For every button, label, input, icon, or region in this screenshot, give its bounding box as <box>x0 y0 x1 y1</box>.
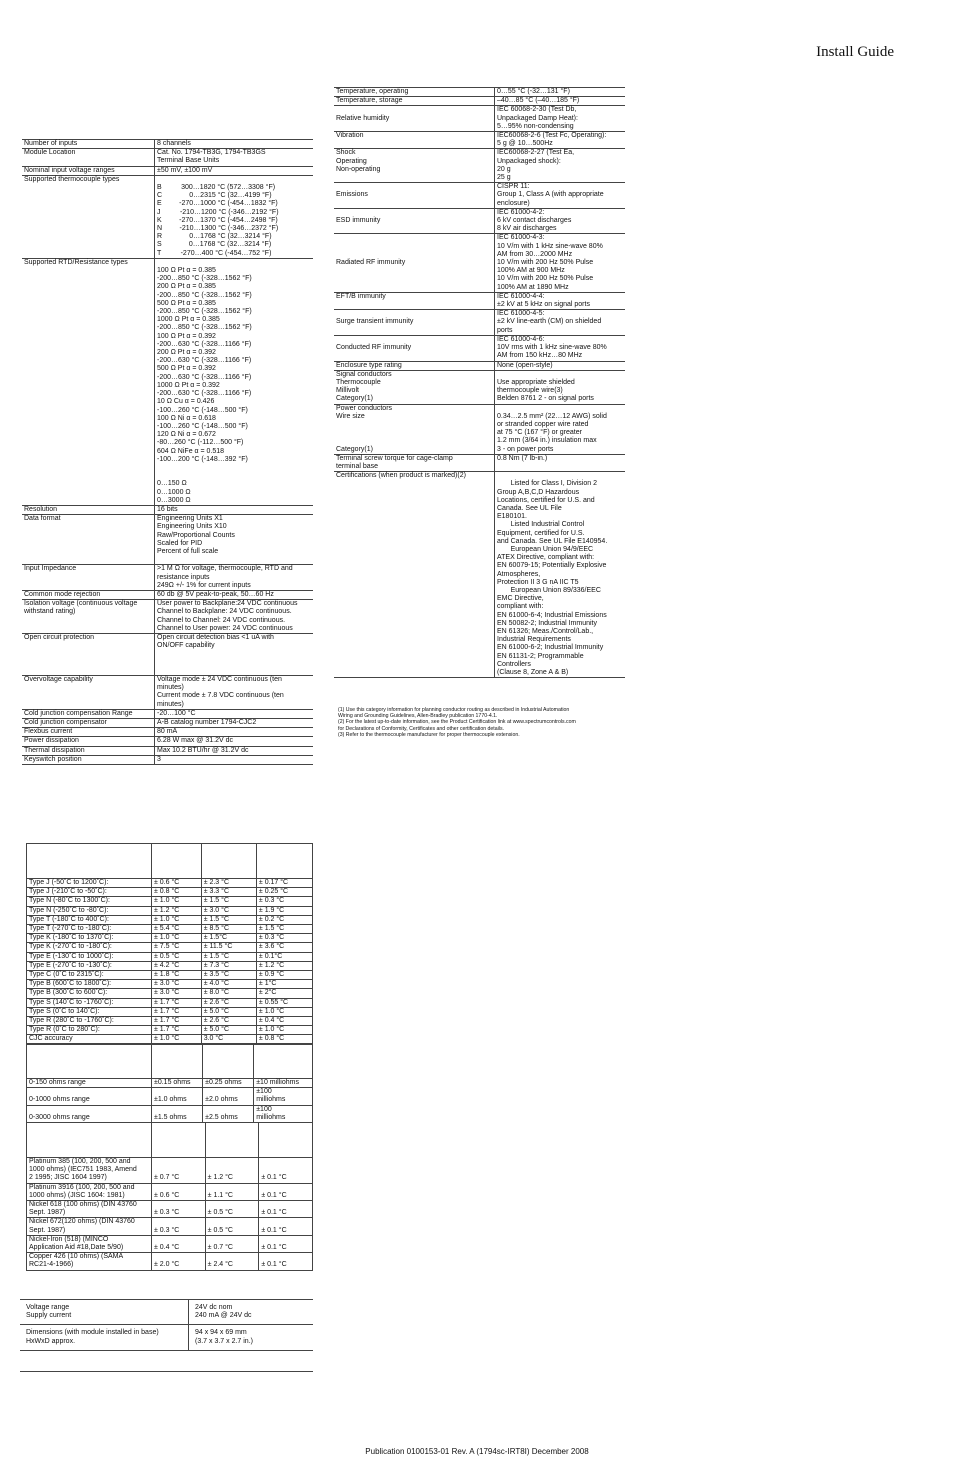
spec-label: Cold junction compensator <box>22 719 155 728</box>
accuracy-value: ± 0.8 °C <box>152 888 202 897</box>
spec-label: Conducted RF immunity <box>334 335 495 361</box>
environmental-specifications-table <box>334 87 625 678</box>
accuracy-value: ± 7.3 °C <box>201 961 256 970</box>
spec-value: IEC 61000-4-5: ±2 kV line-earth (CM) on shielded ports <box>495 310 626 336</box>
module-specifications-table <box>22 139 313 765</box>
accuracy-value: ± 0.55 °C <box>256 998 312 1007</box>
header-cell <box>203 1044 254 1079</box>
accuracy-value: ±1.0 ohms <box>152 1088 203 1105</box>
accuracy-label: Type R (0˚C to 280˚C): <box>27 1026 152 1035</box>
spec-value: 16 bits <box>155 505 314 514</box>
accuracy-value: ± 1.7 °C <box>152 1017 202 1026</box>
accuracy-row <box>27 989 313 998</box>
accuracy-label: Type K (-180˚C to 1370˚C): <box>27 934 152 943</box>
accuracy-label: Type B (600˚C to 1800˚C): <box>27 980 152 989</box>
accuracy-label: Type T (-270˚C to -180˚C): <box>27 925 152 934</box>
accuracy-row <box>27 879 313 888</box>
spec-label: Enclosure type rating <box>334 361 495 370</box>
spec-row <box>334 454 625 471</box>
spec-label: Nominal input voltage ranges <box>22 166 155 175</box>
spec-value: IEC60068-2-6 (Test Fc, Operating): 5 g @ 10…500Hz <box>495 132 626 149</box>
spec-row <box>334 149 625 183</box>
accuracy-label: Platinum 3916 (100, 200, 500 and 1000 ohms) (JISC 1604: 1981) <box>27 1183 152 1200</box>
header-cell <box>152 1123 206 1158</box>
accuracy-row <box>27 1183 313 1200</box>
spec-label: Temperature, storage <box>334 97 495 106</box>
spec-row <box>22 600 313 634</box>
accuracy-value: ± 0.4 °C <box>256 1017 312 1026</box>
accuracy-value: ± 4.2 °C <box>152 961 202 970</box>
rtd-accuracy-table <box>26 1122 313 1271</box>
accuracy-row <box>27 1253 313 1270</box>
header-cell <box>27 844 152 879</box>
spec-label: ESD immunity <box>334 208 495 234</box>
accuracy-value: ± 0.5 °C <box>205 1201 259 1218</box>
accuracy-row <box>27 1017 313 1026</box>
accuracy-row <box>27 906 313 915</box>
accuracy-value: ± 3.3 °C <box>201 888 256 897</box>
spec-value: 0…55 °C (-32…131 °F) <box>495 88 626 97</box>
spec-row <box>334 183 625 209</box>
accuracy-row <box>27 897 313 906</box>
spec-label: Cold junction compensation Range <box>22 709 155 718</box>
spec-row <box>334 132 625 149</box>
power-table-spacer <box>20 1351 313 1371</box>
spec-row <box>334 335 625 361</box>
spec-row <box>22 737 313 746</box>
spec-label: Data format <box>22 515 155 565</box>
spec-row <box>22 258 313 505</box>
spec-label: Keyswitch position <box>22 755 155 764</box>
accuracy-row <box>27 1235 313 1252</box>
accuracy-value: ± 7.5 °C <box>152 943 202 952</box>
spec-value: Open circuit detection bias <1 uA with ON/OFF capability <box>155 633 314 675</box>
spec-label: Terminal screw torque for cage-clamp terminal base <box>334 454 495 471</box>
spec-value: IEC60068-2-27 (Test Ea, Unpackaged shock): 20 g 25 g <box>495 149 626 183</box>
spec-value: IEC 61000-4-2: 6 kV contact discharges 8 kV air discharges <box>495 208 626 234</box>
spec-value: 8 channels <box>155 140 314 149</box>
accuracy-value: ± 1.5°C <box>201 934 256 943</box>
publication-footer: Publication 0100153-01 Rev. A (1794sc-IRT8I) December 2008 <box>365 1447 589 1456</box>
accuracy-value: ± 0.1°C <box>256 952 312 961</box>
spec-label: Vibration <box>334 132 495 149</box>
accuracy-value: ± 1.5 °C <box>201 952 256 961</box>
accuracy-label: Type C (0˚C to 2315˚C): <box>27 971 152 980</box>
power-spec-value: 94 x 94 x 69 mm (3.7 x 3.7 x 2.7 in.) <box>195 1329 253 1345</box>
spec-value: A-B catalog number 1794-CJC2 <box>155 719 314 728</box>
power-spec-label: Dimensions (with module installed in base) HxWxD approx. <box>20 1325 189 1349</box>
accuracy-row <box>27 1218 313 1235</box>
spec-value: Use appropriate shielded thermocouple wire(3) Belden 8761 2 - on signal ports <box>495 370 626 404</box>
spec-value: 100 Ω Pt α = 0.385 -200…850 °C (-328…1562 °F) 200 Ω Pt α = 0.385 -200…850 °C (-328…1562 °F) 500 Ω Pt α = 0.385 -200…850 °C (-328…1562 °F) 1000 Ω Pt α = 0.385 -200…850 °C (-328…1562 °F) 100 Ω Pt α = 0.392 -200…630 °C (-328…1166 °F) 200 Ω Pt α = 0.392 -200…630 °C (-328…1166 °F) 500 Ω Pt α = 0.392 -200…630 °C (-328…1166 °F) 1000 Ω Pt α = 0.392 -200…630 °C (-328…1166 °F) 10 Ω Cu α = 0.426 -100…260 °C (-148…500 °F) 100 Ω Ni α = 0.618 -100…260 °C (-148…500 °F) 120 Ω Ni α = 0.672 -80…260 °C (-112…500 °F) 604 Ω NiFe α = 0.518 -100…200 °C (-148…392 °F) 0…150 Ω 0…1000 Ω 0…3000 Ω <box>155 258 314 505</box>
accuracy-value: ± 0.4 °C <box>152 1235 206 1252</box>
spec-label: Power conductors Wire size Category(1) <box>334 404 495 454</box>
power-spec-label: Voltage range Supply current <box>20 1300 189 1324</box>
accuracy-row <box>27 915 313 924</box>
accuracy-label: Type S (140˚C to -1760˚C): <box>27 998 152 1007</box>
header-cell <box>201 844 256 879</box>
accuracy-row <box>27 1158 313 1184</box>
spec-value: Engineering Units X1 Engineering Units X10 Raw/Proportional Counts Scaled for PID Percent of full scale <box>155 515 314 565</box>
accuracy-label: CJC accuracy <box>27 1035 152 1044</box>
accuracy-label: Type B (300˚C to 600˚C): <box>27 989 152 998</box>
accuracy-value: ± 5.4 °C <box>152 925 202 934</box>
accuracy-value: ±0.15 ohms <box>152 1079 203 1088</box>
accuracy-label: Nickel 618 (100 ohms) (DIN 43760 Sept. 1987) <box>27 1201 152 1218</box>
accuracy-value: ± 1.7 °C <box>152 998 202 1007</box>
accuracy-value: ± 1.9 °C <box>256 906 312 915</box>
accuracy-value: ± 0.3 °C <box>152 1201 206 1218</box>
accuracy-value: ± 3.0 °C <box>152 980 202 989</box>
accuracy-header-row <box>27 1123 313 1158</box>
spec-label: Thermal dissipation <box>22 746 155 755</box>
spec-row <box>334 106 625 132</box>
accuracy-value: ± 0.1 °C <box>259 1183 313 1200</box>
spec-row <box>22 719 313 728</box>
power-spec-row <box>20 1325 313 1350</box>
spec-row <box>334 472 625 678</box>
spec-row <box>334 208 625 234</box>
accuracy-value: ± 0.6 °C <box>152 1183 206 1200</box>
spec-label: Shock Operating Non-operating <box>334 149 495 183</box>
accuracy-value: ±2.5 ohms <box>203 1105 254 1122</box>
accuracy-value: ±2.0 ohms <box>203 1088 254 1105</box>
accuracy-row <box>27 1007 313 1016</box>
spec-label: Common mode rejection <box>22 590 155 599</box>
thermocouple-accuracy-table <box>26 843 313 1045</box>
header-cell <box>27 1044 152 1079</box>
spec-value: User power to Backplane:24 VDC continuous Channel to Backplane: 24 VDC continuous. Channel to Channel: 24 VDC continuous. Channel to User power: 24 VDC continuous <box>155 600 314 634</box>
accuracy-value: ± 0.8 °C <box>256 1035 312 1044</box>
spec-value: Voltage mode ± 24 VDC continuous (ten minutes) Current mode ± 7.8 VDC continuous (ten minutes) <box>155 676 314 710</box>
accuracy-label: 0-3000 ohms range <box>27 1105 152 1122</box>
spec-row <box>334 292 625 309</box>
spec-value: Max 10.2 BTU/hr @ 31.2V dc <box>155 746 314 755</box>
accuracy-value: ± 1.0 °C <box>256 1026 312 1035</box>
accuracy-row <box>27 998 313 1007</box>
spec-label: Overvoltage capability <box>22 676 155 710</box>
spec-label: Surge transient immunity <box>334 310 495 336</box>
spec-label: Certifications (when product is marked)(2) <box>334 472 495 678</box>
spec-value: 80 mA <box>155 728 314 737</box>
accuracy-value: ±100 milliohms <box>254 1105 313 1122</box>
spec-label: Temperature, operating <box>334 88 495 97</box>
spec-row <box>22 746 313 755</box>
accuracy-row <box>27 888 313 897</box>
accuracy-value: ± 1.7 °C <box>152 1007 202 1016</box>
accuracy-row <box>27 971 313 980</box>
accuracy-value: ± 0.1 °C <box>259 1158 313 1184</box>
accuracy-value: ± 4.0 °C <box>201 980 256 989</box>
accuracy-row <box>27 1026 313 1035</box>
accuracy-value: ± 2°C <box>256 989 312 998</box>
accuracy-value: ± 0.9 °C <box>256 971 312 980</box>
accuracy-value: ±100 milliohms <box>254 1088 313 1105</box>
spec-value: Listed for Class I, Division 2 Group A,B,C,D Hazardous Locations, certified for U.S. and Canada. See UL File E180101. Listed Industrial Control Equipment, certified for U.S. and Canada. See UL File E140954. European Union 94/9/EEC ATEX Directive, compliant with: EN 60079-15; Potentially Explosive Atmospheres, Protection II 3 G nA IIC T5 European Union 89/336/EEC EMC Directive, compliant with: EN 61000-6-4; Industrial Emissions EN 50082-2; Industrial Immunity EN 61326; Meas./Control/Lab., Industrial Requirements EN 61000-6-2; Industrial Immunity EN 61131-2; Programmable Controllers (Clause 8, Zone A & B) <box>495 472 626 678</box>
spec-value: Cat. No. 1794-TB3G, 1794-TB3GS Terminal Base Units <box>155 149 314 166</box>
accuracy-row <box>27 925 313 934</box>
accuracy-label: Type E (-130˚C to 1000˚C): <box>27 952 152 961</box>
spec-label: Isolation voltage (continuous voltage withstand rating) <box>22 600 155 634</box>
spec-value: IEC 61000-4-6: 10V rms with 1 kHz sine-wave 80% AM from 150 kHz…80 MHz <box>495 335 626 361</box>
spec-value: IEC 60068-2-30 (Test Db, Unpackaged Damp Heat): 5…95% non-condensing <box>495 106 626 132</box>
spec-row <box>22 140 313 149</box>
power-spec-value: 24V dc nom 240 mA @ 24V dc <box>195 1304 252 1320</box>
accuracy-row <box>27 943 313 952</box>
spec-value: 0.34…2.5 mm² (22…12 AWG) solid or stranded copper wire rated at 75 °C (167 °F) or greater 1.2 mm (3/64 in.) insulation max 3 - on power ports <box>495 404 626 454</box>
accuracy-value: ± 0.7 °C <box>152 1158 206 1184</box>
accuracy-value: ± 0.6 °C <box>152 879 202 888</box>
accuracy-value: ± 2.0 °C <box>152 1253 206 1270</box>
accuracy-value: ± 8.5 °C <box>201 925 256 934</box>
accuracy-value: ± 1.7 °C <box>152 1026 202 1035</box>
spec-value: B 300…1820 °C (572…3308 °F) C 0…2315 °C (32…4199 °F) E -270…1000 °C (-454…1832 °F) J -210…1200 °C (-346…2192 °F) K -270…1370 °C (-454…2498 °F) N -210…1300 °C (-346…2372 °F) R 0…1768 °C (32…3214 °F) S 0…1768 °C (32…3214 °F) T -270…400 °C (-454…752 °F) <box>155 175 314 258</box>
spec-row <box>22 149 313 166</box>
accuracy-value: ± 0.5 °C <box>152 952 202 961</box>
spec-label: Open circuit protection <box>22 633 155 675</box>
accuracy-label: 0-150 ohms range <box>27 1079 152 1088</box>
spec-row <box>22 505 313 514</box>
accuracy-value: ± 1°C <box>256 980 312 989</box>
spec-label: Radiated RF immunity <box>334 234 495 292</box>
accuracy-label: Type T (-180˚C to 400˚C): <box>27 915 152 924</box>
accuracy-value: ± 2.6 °C <box>201 1017 256 1026</box>
power-spec-row <box>20 1300 313 1325</box>
accuracy-row <box>27 934 313 943</box>
accuracy-value: ± 1.5 °C <box>256 925 312 934</box>
accuracy-label: Nickel 672(120 ohms) (DIN 43760 Sept. 1987) <box>27 1218 152 1235</box>
accuracy-value: ± 1.1 °C <box>205 1183 259 1200</box>
spec-value: CISPR 11: Group 1, Class A (with appropriate enclosure) <box>495 183 626 209</box>
accuracy-value: ± 2.4 °C <box>205 1253 259 1270</box>
spec-label: Power dissipation <box>22 737 155 746</box>
accuracy-value: ± 8.0 °C <box>201 989 256 998</box>
accuracy-value: ±10 milliohms <box>254 1079 313 1088</box>
spec-row <box>334 310 625 336</box>
spec-value: IEC 61000-4-3: 10 V/m with 1 kHz sine-wave 80% AM from 30…2000 MHz 10 V/m with 200 Hz 50% Pulse 100% AM at 900 MHz 10 V/m with 200 Hz 50% Pulse 100% AM at 1890 MHz <box>495 234 626 292</box>
accuracy-label: Type S (0˚C to 140˚C): <box>27 1007 152 1016</box>
accuracy-value: ± 0.3 °C <box>152 1218 206 1235</box>
accuracy-value: ± 1.0 °C <box>152 1035 202 1044</box>
accuracy-value: ± 5.0 °C <box>201 1007 256 1016</box>
accuracy-value: ± 0.1 °C <box>259 1218 313 1235</box>
resistance-accuracy-table <box>26 1043 313 1123</box>
header-cell <box>254 1044 313 1079</box>
accuracy-value: ± 0.2 °C <box>256 915 312 924</box>
accuracy-value: ±0.25 ohms <box>203 1079 254 1088</box>
accuracy-row <box>27 961 313 970</box>
accuracy-label: Type N (-80˚C to 1300˚C): <box>27 897 152 906</box>
accuracy-value: ± 1.0 °C <box>256 1007 312 1016</box>
spec-value: 0.8 Nm (7 lb-in.) <box>495 454 626 471</box>
accuracy-value: ± 1.0 °C <box>152 897 202 906</box>
spec-label: EFT/B immunity <box>334 292 495 309</box>
spec-value: >1 M Ω for voltage, thermocouple, RTD and resistance inputs 249Ω +/- 1% for current inputs <box>155 565 314 591</box>
spec-value: 60 db @ 5V peak-to-peak, 50…60 Hz <box>155 590 314 599</box>
accuracy-value: ± 0.25 °C <box>256 888 312 897</box>
spec-row <box>334 404 625 454</box>
spec-value: 6.28 W max @ 31.2V dc <box>155 737 314 746</box>
header-cell <box>205 1123 259 1158</box>
spec-row <box>22 709 313 718</box>
header-cell <box>27 1123 152 1158</box>
accuracy-value: ± 0.1 °C <box>259 1235 313 1252</box>
spec-label: Module Location <box>22 149 155 166</box>
accuracy-value: ± 3.6 °C <box>256 943 312 952</box>
header-cell <box>256 844 312 879</box>
spec-row <box>334 234 625 292</box>
accuracy-value: ± 1.0 °C <box>152 915 202 924</box>
accuracy-value: ± 11.5 °C <box>201 943 256 952</box>
header-cell <box>259 1123 313 1158</box>
accuracy-label: 0-1000 ohms range <box>27 1088 152 1105</box>
accuracy-label: Platinum 385 (100, 200, 500 and 1000 ohms) (IEC751 1983, Amend 2 1995; JISC 1604 1997) <box>27 1158 152 1184</box>
accuracy-value: ± 1.2 °C <box>152 906 202 915</box>
accuracy-row <box>27 952 313 961</box>
accuracy-value: ± 0.17 °C <box>256 879 312 888</box>
accuracy-value: ± 1.2 °C <box>205 1158 259 1184</box>
accuracy-value: ± 0.1 °C <box>259 1253 313 1270</box>
spec-row <box>334 88 625 97</box>
accuracy-value: ± 0.3 °C <box>256 897 312 906</box>
spec-value: –40…85 °C (–40…185 °F) <box>495 97 626 106</box>
spec-value: 3 <box>155 755 314 764</box>
spec-value: -20…100 °C <box>155 709 314 718</box>
spec-row <box>22 590 313 599</box>
accuracy-header-row <box>27 844 313 879</box>
accuracy-value: ± 0.1 °C <box>259 1201 313 1218</box>
spec-value: None (open-style) <box>495 361 626 370</box>
accuracy-label: Nickel-Iron (518) (MINCO Application Aid #18,Date 5/90) <box>27 1235 152 1252</box>
accuracy-label: Type R (280˚C to -1760˚C): <box>27 1017 152 1026</box>
accuracy-value: ± 1.2 °C <box>256 961 312 970</box>
accuracy-label: Type N (-250˚C to -80˚C): <box>27 906 152 915</box>
spec-label: Relative humidity <box>334 106 495 132</box>
accuracy-value: ± 3.0 °C <box>152 989 202 998</box>
accuracy-row <box>27 1079 313 1088</box>
accuracy-row <box>27 1201 313 1218</box>
header-cell <box>152 1044 203 1079</box>
spec-label: Signal conductors Thermocouple Millivolt Category(1) <box>334 370 495 404</box>
spec-row <box>334 361 625 370</box>
spec-label: Supported RTD/Resistance types <box>22 258 155 505</box>
accuracy-value: ± 0.7 °C <box>205 1235 259 1252</box>
spec-row <box>22 175 313 258</box>
accuracy-value: ± 5.0 °C <box>201 1026 256 1035</box>
spec-label: Supported thermocouple types <box>22 175 155 258</box>
page-header-title: Install Guide <box>816 44 894 60</box>
accuracy-value: ± 1.0 °C <box>152 934 202 943</box>
accuracy-label: Copper 426 (10 ohms) (SAMA RC21-4-1966) <box>27 1253 152 1270</box>
spec-value: ±50 mV, ±100 mV <box>155 166 314 175</box>
accuracy-value: ± 0.3 °C <box>256 934 312 943</box>
accuracy-label: Type J (-210˚C to -50˚C): <box>27 888 152 897</box>
power-dimensions-table <box>20 1299 313 1372</box>
accuracy-label: Type E (-270˚C to -130˚C): <box>27 961 152 970</box>
spec-row <box>22 565 313 591</box>
accuracy-value: ± 2.6 °C <box>201 998 256 1007</box>
accuracy-value: ±1.5 ohms <box>152 1105 203 1122</box>
spec-label: Number of inputs <box>22 140 155 149</box>
spec-value: IEC 61000-4-4: ±2 kV at 5 kHz on signal ports <box>495 292 626 309</box>
spec-row <box>22 676 313 710</box>
accuracy-value: ± 1.5 °C <box>201 915 256 924</box>
header-cell <box>152 844 202 879</box>
accuracy-row <box>27 1105 313 1122</box>
accuracy-value: ± 3.5 °C <box>201 971 256 980</box>
accuracy-label: Type K (-270˚C to -180˚C): <box>27 943 152 952</box>
spec-label: Resolution <box>22 505 155 514</box>
accuracy-row <box>27 980 313 989</box>
spec-label: Input Impedance <box>22 565 155 591</box>
accuracy-value: ± 3.0 °C <box>201 906 256 915</box>
accuracy-value: 3.0 °C <box>201 1035 256 1044</box>
spec-row <box>334 370 625 404</box>
spec-label: Flexbus current <box>22 728 155 737</box>
accuracy-header-row <box>27 1044 313 1079</box>
spec-label: Emissions <box>334 183 495 209</box>
accuracy-value: ± 0.5 °C <box>205 1218 259 1235</box>
footnotes: (1) Use this category information for planning conductor routing as described in Industrial Automation Wiring and Grounding Guidelines, Allen-Bradley publication 1770-4.1. (2) For the latest up-to-date information, see the Product Certification link at www.spectrumcontrols.com for Declarations of Conformity, Certificates and other certification details. (3) Refer to the thermocouple manufacturer for proper thermocouple extension. <box>338 707 576 738</box>
spec-row <box>22 633 313 675</box>
accuracy-value: ± 1.8 °C <box>152 971 202 980</box>
spec-row <box>22 515 313 565</box>
accuracy-row <box>27 1088 313 1105</box>
accuracy-value: ± 2.3 °C <box>201 879 256 888</box>
spec-row <box>334 97 625 106</box>
spec-row <box>22 166 313 175</box>
spec-row <box>22 755 313 764</box>
spec-row <box>22 728 313 737</box>
accuracy-value: ± 1.5 °C <box>201 897 256 906</box>
accuracy-label: Type J (-50˚C to 1200˚C): <box>27 879 152 888</box>
